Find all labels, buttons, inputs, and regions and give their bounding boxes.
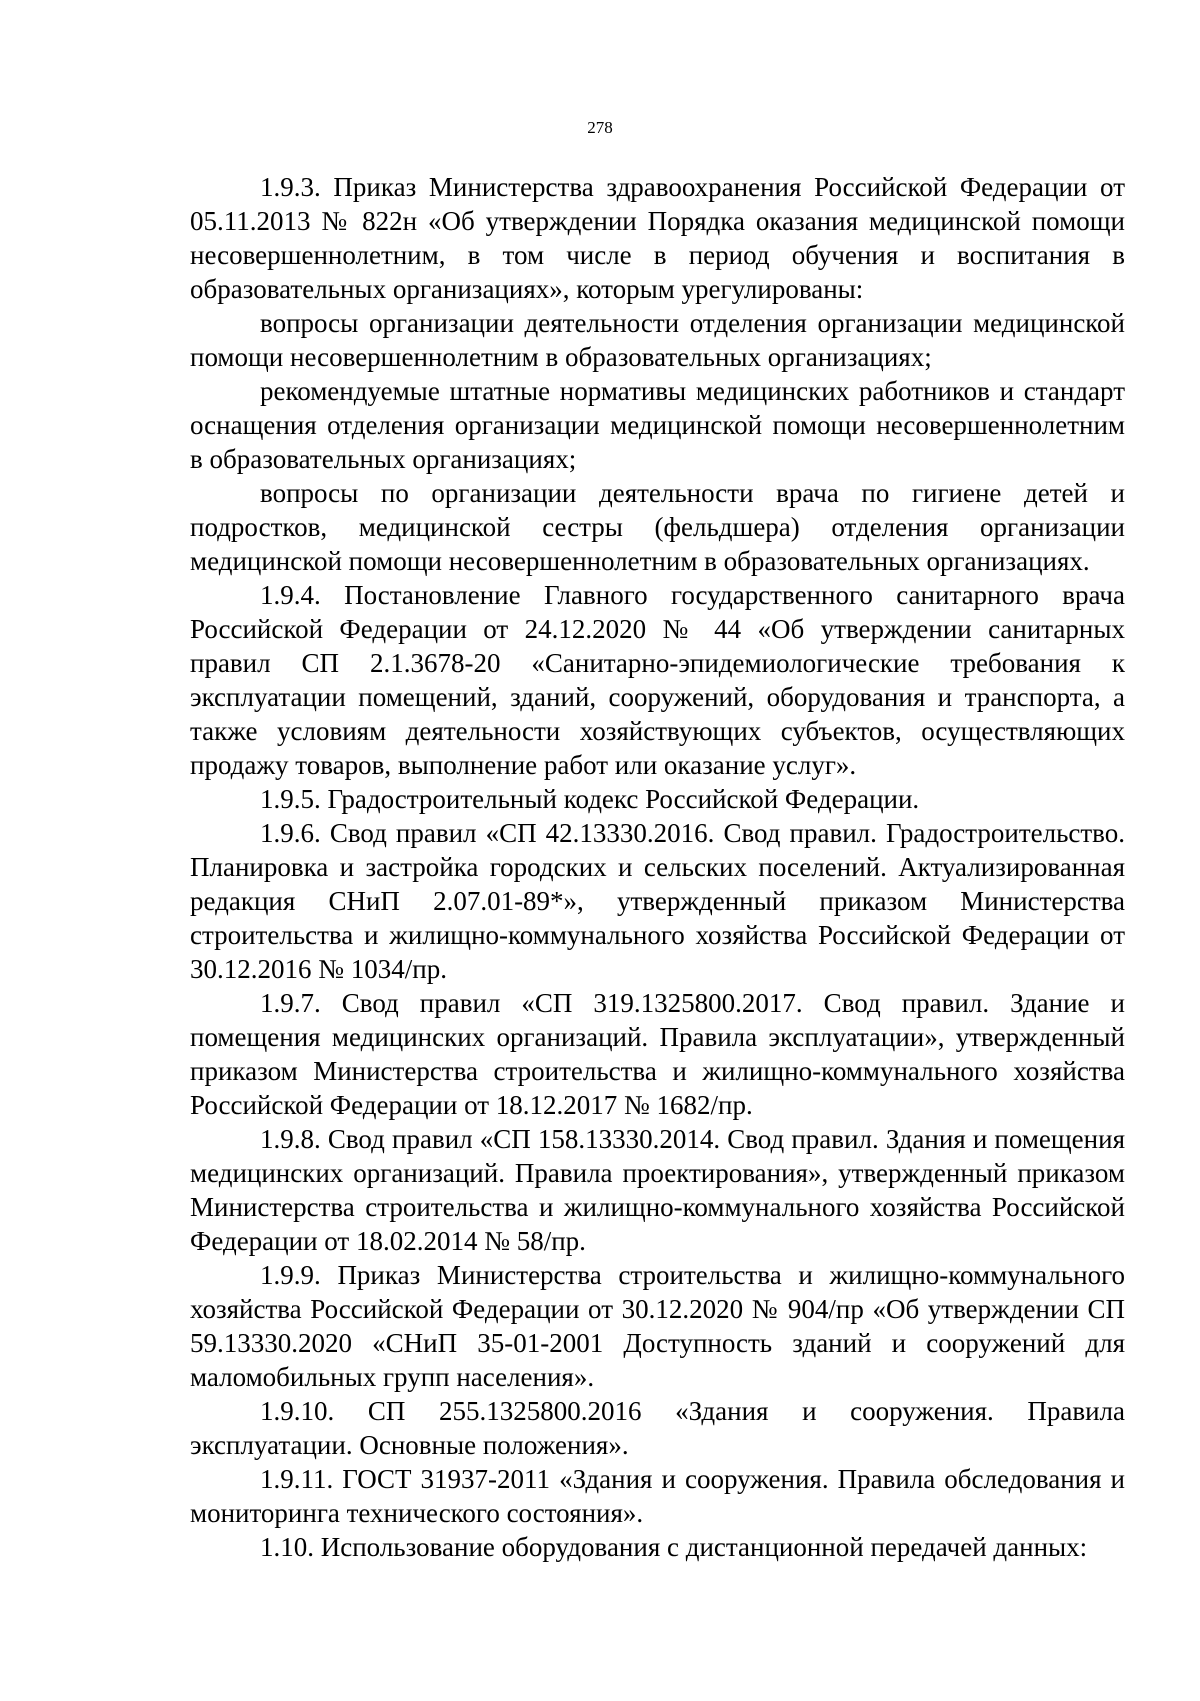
page-number: 278 (587, 118, 613, 137)
paragraph-1-9-8: 1.9.8. Свод правил «СП 158.13330.2014. Свод правил. Здания и помещения медицинских организаций. Правила проектирования», утвержденный приказом Министерства строительства и жилищно-коммунального хозяйства Российской Федерации от 18.02.2014 № 58/пр. (190, 1124, 1125, 1256)
paragraph-item-staff-norms: рекомендуемые штатные нормативы медицинских работников и стандарт оснащения отделения организации медицинской помощи несовершеннолетним в образовательных организациях; (190, 376, 1125, 474)
paragraph-1-9-6: 1.9.6. Свод правил «СП 42.13330.2016. Свод правил. Градостроительство. Планировка и застройка городских и сельских поселений. Актуализированная редакция СНиП 2.07.01-89*», утвержденный приказом Министерства строительства и жилищно-коммунального хозяйства Российской Федерации от 30.12.2016 № 1034/пр. (190, 818, 1125, 984)
paragraph-1-9-4: 1.9.4. Постановление Главного государственного санитарного врача Российской Федерации от 24.12.2020 № 44 «Об утверждении санитарных правил СП 2.1.3678-20 «Санитарно-эпидемиологические требования к эксплуатации помещений, зданий, сооружений, оборудования и транспорта, а также условиям деятельности хозяйствующих субъектов, осуществляющих продажу товаров, выполнение работ или оказание услуг». (190, 580, 1125, 780)
paragraph-item-org-questions: вопросы организации деятельности отделения организации медицинской помощи несовершеннолетним в образовательных организациях; (190, 308, 1125, 372)
paragraph-1-9-10: 1.9.10. СП 255.1325800.2016 «Здания и сооружения. Правила эксплуатации. Основные положения». (190, 1396, 1125, 1460)
paragraph-1-9-5: 1.9.5. Градостроительный кодекс Российской Федерации. (260, 784, 920, 814)
paragraph-1-9-11: 1.9.11. ГОСТ 31937-2011 «Здания и сооружения. Правила обследования и мониторинга технического состояния». (190, 1464, 1125, 1528)
paragraph-1-9-3: 1.9.3. Приказ Министерства здравоохранения Российской Федерации от 05.11.2013 № 822н «Об утверждении Порядка оказания медицинской помощи несовершеннолетним, в том числе в период обучения и воспитания в образовательных организациях», которым урегулированы: (190, 172, 1125, 304)
paragraph-item-doctor-activity: вопросы по организации деятельности врача по гигиене детей и подростков, медицинской сестры (фельдшера) отделения организации медицинской помощи несовершеннолетним в образовательных организациях. (190, 478, 1125, 576)
paragraph-1-9-9: 1.9.9. Приказ Министерства строительства и жилищно-коммунального хозяйства Российской Федерации от 30.12.2020 № 904/пр «Об утверждении СП 59.13330.2020 «СНиП 35-01-2001 Доступность зданий и сооружений для маломобильных групп населения». (190, 1260, 1125, 1392)
paragraph-1-9-7: 1.9.7. Свод правил «СП 319.1325800.2017. Свод правил. Здание и помещения медицинских организаций. Правила эксплуатации», утвержденный приказом Министерства строительства и жилищно-коммунального хозяйства Российской Федерации от 18.12.2017 № 1682/пр. (190, 988, 1125, 1120)
document-body (190, 170, 1125, 1564)
paragraph-1-10: 1.10. Использование оборудования с дистанционной передачей данных: (260, 1532, 1088, 1562)
